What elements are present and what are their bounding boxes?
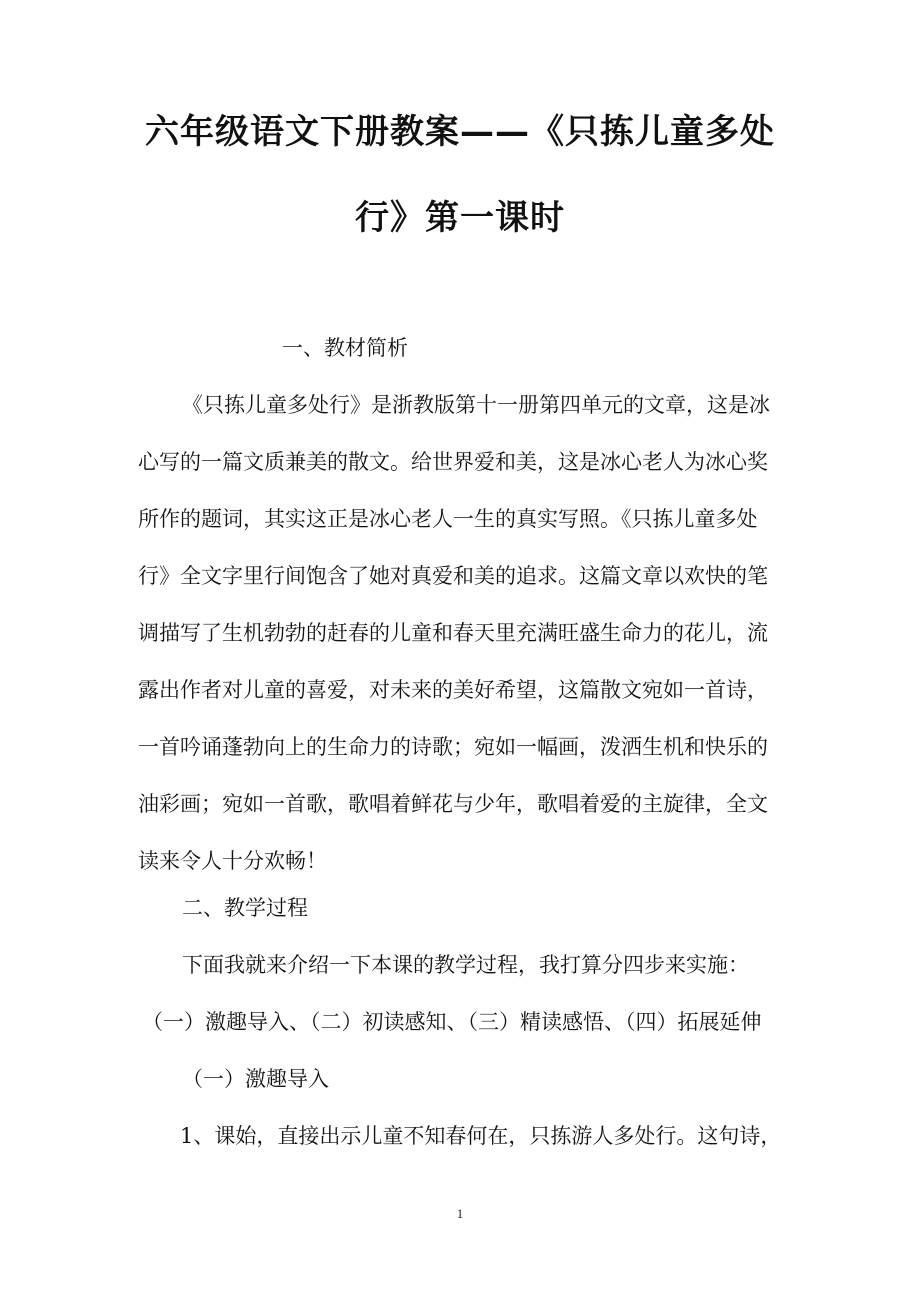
list-item-1: 1、课始，直接出示儿童不知春何在，只拣游人多处行。这句诗， [180,1124,782,1148]
paragraph-line: 《只拣儿童多处行》是浙教版第十一册第四单元的文章，这是冰 [182,393,770,417]
document-title-line-2: 行》第一课时 [355,198,565,238]
section-2-intro-line-1: 下面我就来介绍一下本课的教学过程，我打算分四步来实施： [182,953,749,977]
document-title-line-1: 六年级语文下册教案——《只拣儿童多处 [145,112,775,152]
page-number: 1 [456,1206,464,1221]
paragraph-line: 油彩画；宛如一首歌，歌唱着鲜花与少年，歌唱着爱的主旋律，全文 [138,792,768,816]
paragraph-line: 一首吟诵蓬勃向上的生命力的诗歌；宛如一幅画，泼洒生机和快乐的 [138,735,768,759]
subsection-heading-1: （一）激趣导入 [182,1067,329,1091]
section-heading-2: 二、教学过程 [182,896,308,920]
section-2-intro-line-2: （一）激趣导入、（二）初读感知、（三）精读感悟、（四）拓展延伸 [142,1010,762,1034]
paragraph-line: 所作的题词，其实这正是冰心老人一生的真实写照。《只拣儿童多处 [138,507,758,531]
section-1-paragraph [138,377,788,890]
paragraph-line: 露出作者对儿童的喜爱，对未来的美好希望，这篇散文宛如一首诗， [138,678,768,702]
section-heading-1: 一、教材简析 [282,336,408,360]
paragraph-line: 调描写了生机勃勃的赶春的儿童和春天里充满旺盛生命力的花儿，流 [138,621,768,645]
paragraph-line: 行》全文字里行间饱含了她对真爱和美的追求。这篇文章以欢快的笔 [138,564,768,588]
paragraph-line: 心写的一篇文质兼美的散文。给世界爱和美，这是冰心老人为冰心奖 [138,450,768,474]
paragraph-line: 读来令人十分欢畅！ [138,849,327,873]
